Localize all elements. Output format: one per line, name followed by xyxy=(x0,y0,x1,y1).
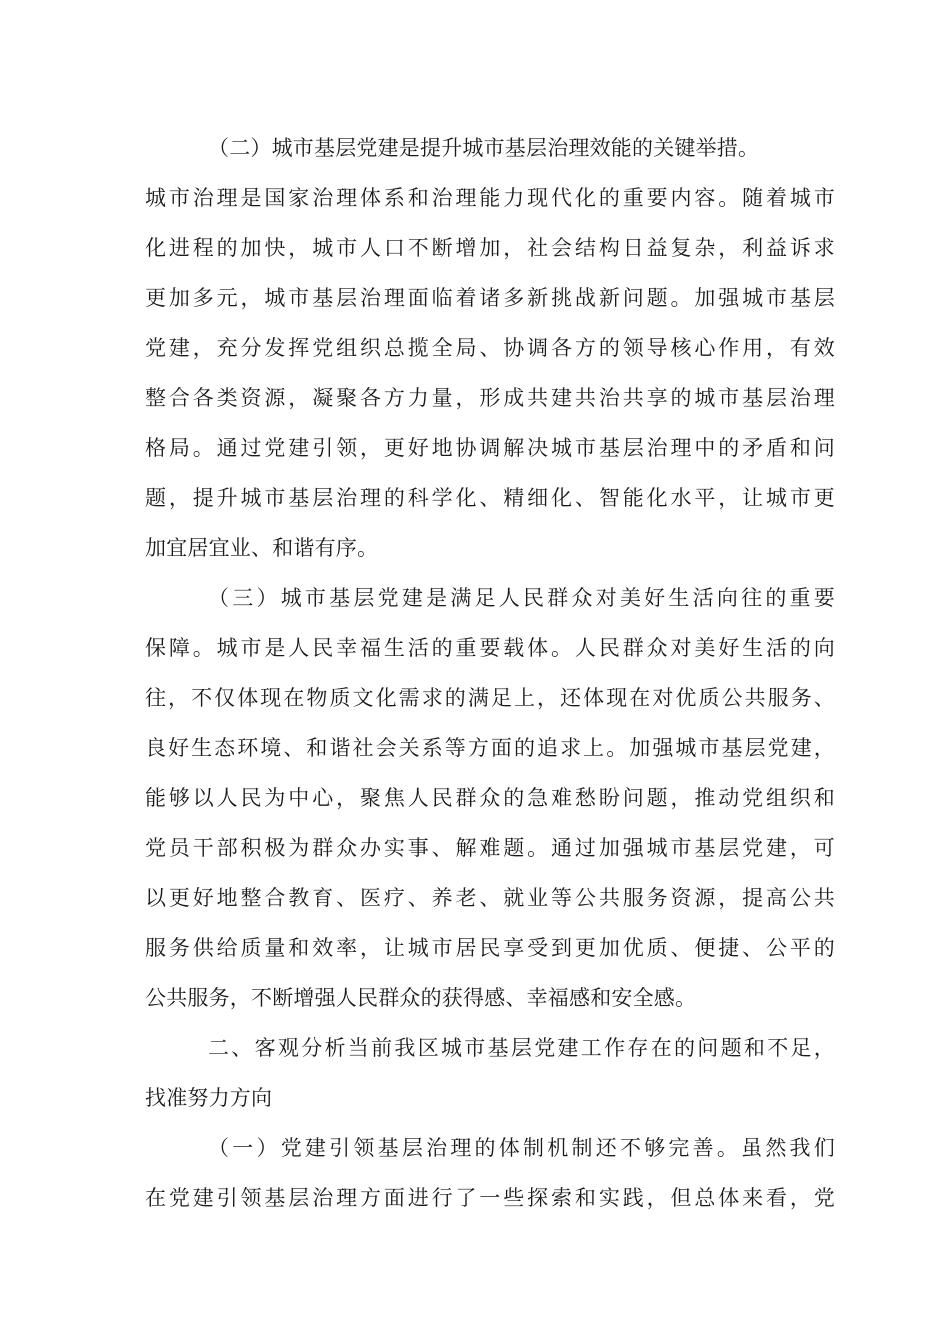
text-line: 以更好地整合教育、医疗、养老、就业等公共服务资源，提高公共 xyxy=(145,886,835,910)
text-line: 更加多元，城市基层治理面临着诸多新挑战新问题。加强城市基层 xyxy=(145,286,835,310)
text-line: 保障。城市是人民幸福生活的重要载体。人民群众对美好生活的向 xyxy=(145,636,835,660)
section-heading-line: 找准努力方向 xyxy=(145,1086,273,1110)
text-line: 整合各类资源，凝聚各方力量，形成共建共治共享的城市基层治理 xyxy=(145,386,835,410)
text-line: （一）党建引领基层治理的体制机制还不够完善。虽然我们 xyxy=(208,1136,835,1160)
text-line: （二）城市基层党建是提升城市基层治理效能的关键举措。 xyxy=(208,136,760,160)
text-line: 格局。通过党建引领，更好地协调解决城市基层治理中的矛盾和问 xyxy=(145,436,835,460)
text-line: 往，不仅体现在物质文化需求的满足上，还体现在对优质公共服务、 xyxy=(145,686,835,710)
text-line: 城市治理是国家治理体系和治理能力现代化的重要内容。随着城市 xyxy=(145,186,835,210)
text-line: 能够以人民为中心，聚焦人民群众的急难愁盼问题，推动党组织和 xyxy=(145,786,835,810)
text-line: 党员干部积极为群众办实事、解难题。通过加强城市基层党建，可 xyxy=(145,836,835,860)
text-line: 良好生态环境、和谐社会关系等方面的追求上。加强城市基层党建， xyxy=(145,736,835,760)
text-line: 党建，充分发挥党组织总揽全局、协调各方的领导核心作用，有效 xyxy=(145,336,835,360)
text-line: 在党建引领基层治理方面进行了一些探索和实践，但总体来看，党 xyxy=(145,1186,835,1210)
text-line: 化进程的加快，城市人口不断增加，社会结构日益复杂，利益诉求 xyxy=(145,236,835,260)
text-line: 加宜居宜业、和谐有序。 xyxy=(145,536,379,560)
text-line: 公共服务，不断增强人民群众的获得感、幸福感和安全感。 xyxy=(145,986,697,1010)
text-line: （三）城市基层党建是满足人民群众对美好生活向往的重要 xyxy=(208,586,835,610)
text-line: 服务供给质量和效率，让城市居民享受到更加优质、便捷、公平的 xyxy=(145,936,835,960)
text-line: 题，提升城市基层治理的科学化、精细化、智能化水平，让城市更 xyxy=(145,486,835,510)
section-heading-line: 二、客观分析当前我区城市基层党建工作存在的问题和不足， xyxy=(208,1036,835,1060)
